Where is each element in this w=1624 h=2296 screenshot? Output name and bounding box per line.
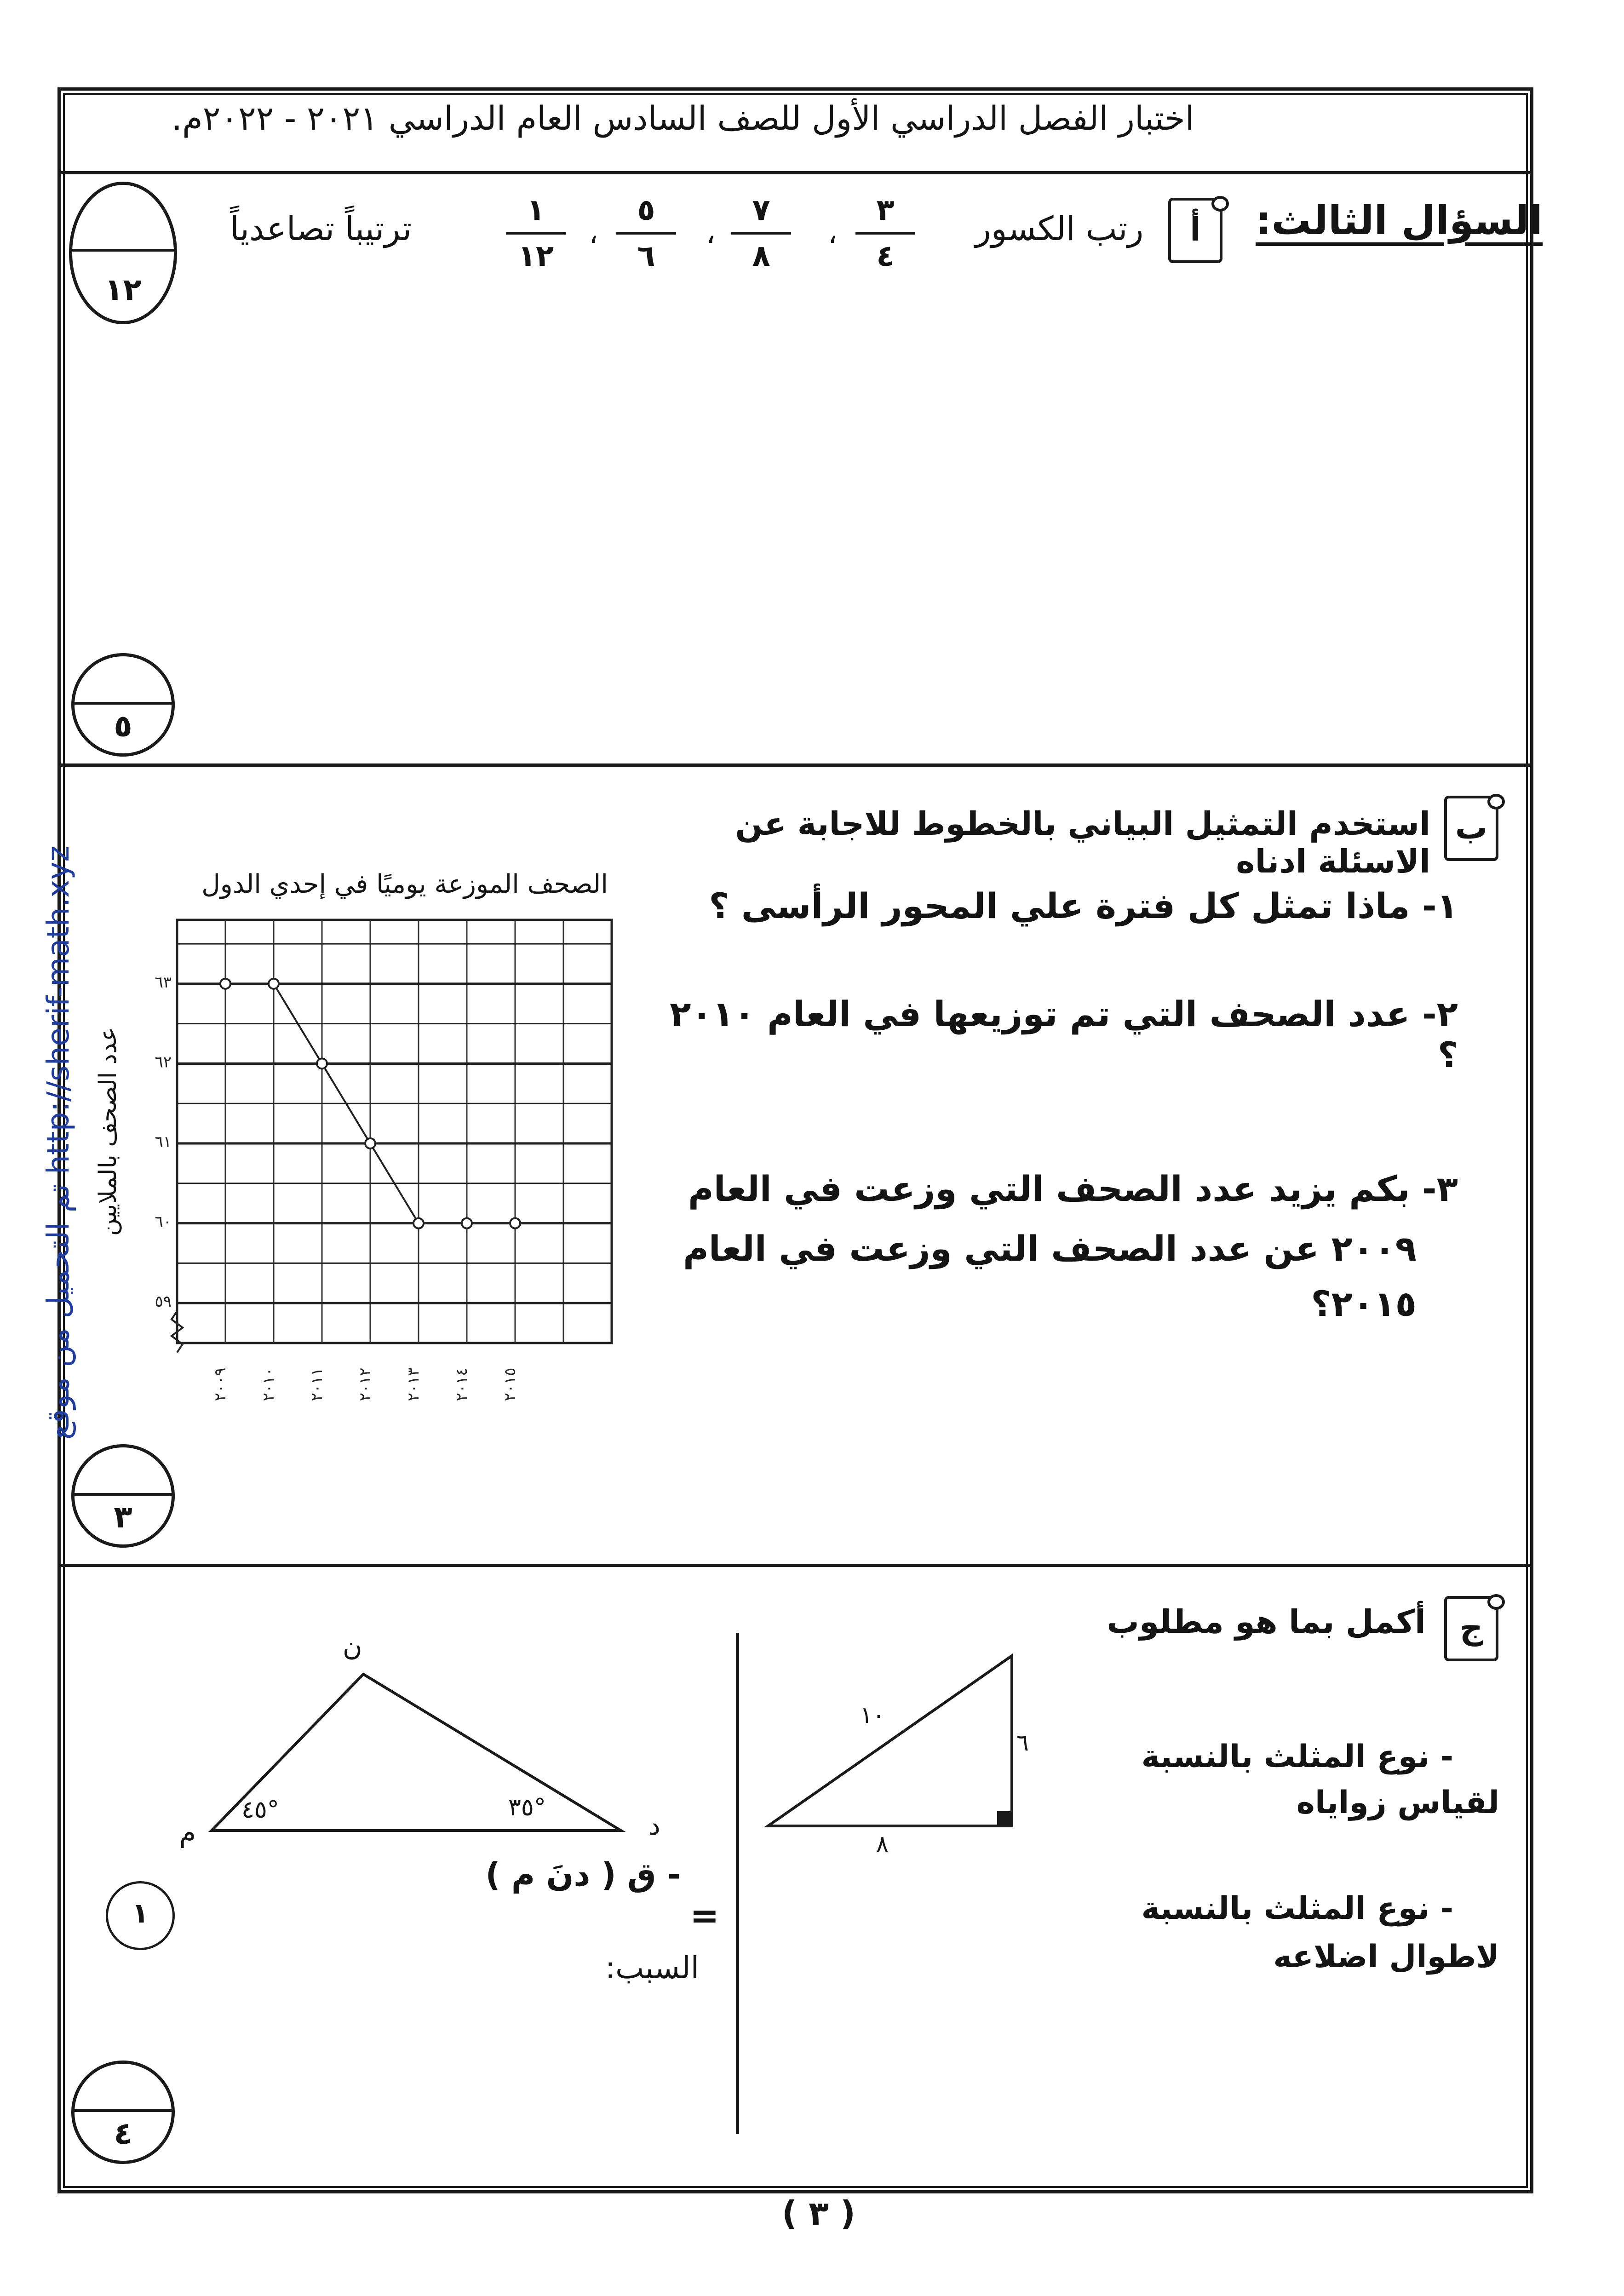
- chart-x-tick-label: ٢٠١١: [308, 1367, 326, 1401]
- chart-point: [269, 979, 279, 989]
- separator-3: ،: [589, 216, 598, 250]
- section-b-score: ٣: [71, 1444, 175, 1548]
- side-watermark: تم التحميل من موقع http://sherif-math.xyz: [40, 845, 76, 1440]
- chart-x-tick-label: ٢٠١٤: [453, 1367, 471, 1401]
- section-c-vertical-divider: [736, 1633, 739, 2134]
- chart-y-label: عدد الصحف بالملايين: [94, 1027, 122, 1236]
- angle-question: - ق ( دنَ م ): [485, 1856, 681, 1894]
- chart-x-tick-label: ٢٠١٠: [259, 1367, 278, 1401]
- question-1: ١- ماذا تمثل كل فترة علي المحور الرأسى ؟: [709, 885, 1458, 926]
- chart-title: الصحف الموزعة يوميًا في إحدي الدول: [201, 869, 608, 899]
- vertex-top-label: ن: [343, 1630, 362, 1662]
- instruction-start: رتب الكسور: [975, 209, 1144, 248]
- item2-line2: لاطوال اضلاعه: [1273, 1939, 1499, 1975]
- vertex-left-label: م: [179, 1817, 196, 1848]
- chart-point: [462, 1218, 472, 1228]
- reason-label: السبب:: [605, 1950, 699, 1986]
- separator-2: ،: [706, 216, 716, 250]
- separator-1: ،: [828, 216, 838, 250]
- right-triangle: [754, 1642, 1049, 1835]
- fraction-3: ٥ ٦: [612, 193, 681, 273]
- question-heading: السؤال الثالث:: [1256, 198, 1543, 244]
- right-triangle-hyp-label: ١٠: [860, 1702, 885, 1728]
- page-number: ( ٣ ): [782, 2194, 855, 2233]
- question-3-line3: ٢٠١٥؟: [1311, 1283, 1417, 1324]
- chart-y-tick-label: ٦٣: [155, 973, 172, 992]
- right-triangle-base-label: ٨: [876, 1831, 889, 1857]
- chart-point: [220, 979, 230, 989]
- section-c-item-score: ١: [106, 1881, 175, 1950]
- exam-title: اختبار الفصل الدراسي الأول للصف السادس العام الدراسي ٢٠٢١ - ٢٠٢٢م.: [172, 99, 1194, 138]
- section-a-total-score: ١٢: [69, 182, 177, 324]
- chart-x-tick-label: ٢٠١٢: [356, 1367, 374, 1401]
- chart-x-tick-label: ٢٠١٥: [501, 1367, 519, 1401]
- item2-line1: - نوع المثلث بالنسبة: [1141, 1890, 1453, 1927]
- fraction-2: ٧ ٨: [727, 193, 796, 273]
- question-3-line1: ٣- بكم يزيد عدد الصحف التي وزعت في العام: [688, 1168, 1458, 1209]
- vertex-right-label: د: [648, 1810, 660, 1841]
- angle-left-label: ٤٥°: [241, 1796, 279, 1824]
- section-c-label: ج: [1444, 1596, 1498, 1661]
- chart-y-tick-label: ٦١: [155, 1133, 172, 1152]
- fraction-1: ٣ ٤: [851, 193, 920, 273]
- angle-right-label: ٣٥°: [508, 1794, 546, 1821]
- chart-point: [365, 1138, 375, 1148]
- question-2: ٢- عدد الصحف التي تم توزيعها في العام ٢٠١٠ ؟: [670, 993, 1458, 1075]
- chart-point: [413, 1218, 424, 1228]
- chart-point: [317, 1058, 327, 1068]
- equals-sign: =: [690, 1895, 719, 1936]
- chart-y-tick-label: ٦٠: [155, 1212, 172, 1231]
- chart-y-tick-label: ٥٩: [155, 1292, 172, 1311]
- section-b-instruction: استخدم التمثيل البياني بالخطوط للاجابة عن الاسئلة ادناه: [735, 805, 1430, 880]
- chart-x-tick-label: ٢٠٠٩: [211, 1367, 230, 1401]
- item1-line1: - نوع المثلث بالنسبة: [1141, 1739, 1453, 1775]
- chart-x-tick-label: ٢٠١٣: [404, 1367, 423, 1401]
- chart-y-tick-label: ٦٢: [155, 1053, 172, 1072]
- right-triangle-vertical-label: ٦: [1016, 1729, 1029, 1756]
- section-a-part-score: ٥: [71, 653, 175, 757]
- fraction-4: ١ ١٢: [501, 193, 570, 273]
- section-b-label: ب: [1444, 796, 1498, 861]
- section-a-label: أ: [1168, 198, 1222, 263]
- instruction-end: ترتيباً تصاعدياً: [230, 209, 412, 248]
- section-c-score: ٤: [71, 2061, 175, 2164]
- chart-point: [510, 1218, 520, 1228]
- question-3-line2: ٢٠٠٩ عن عدد الصحف التي وزعت في العام: [683, 1228, 1417, 1269]
- section-c-instruction: أكمل بما هو مطلوب: [1107, 1603, 1426, 1641]
- item1-line2: لقياس زواياه: [1296, 1785, 1499, 1821]
